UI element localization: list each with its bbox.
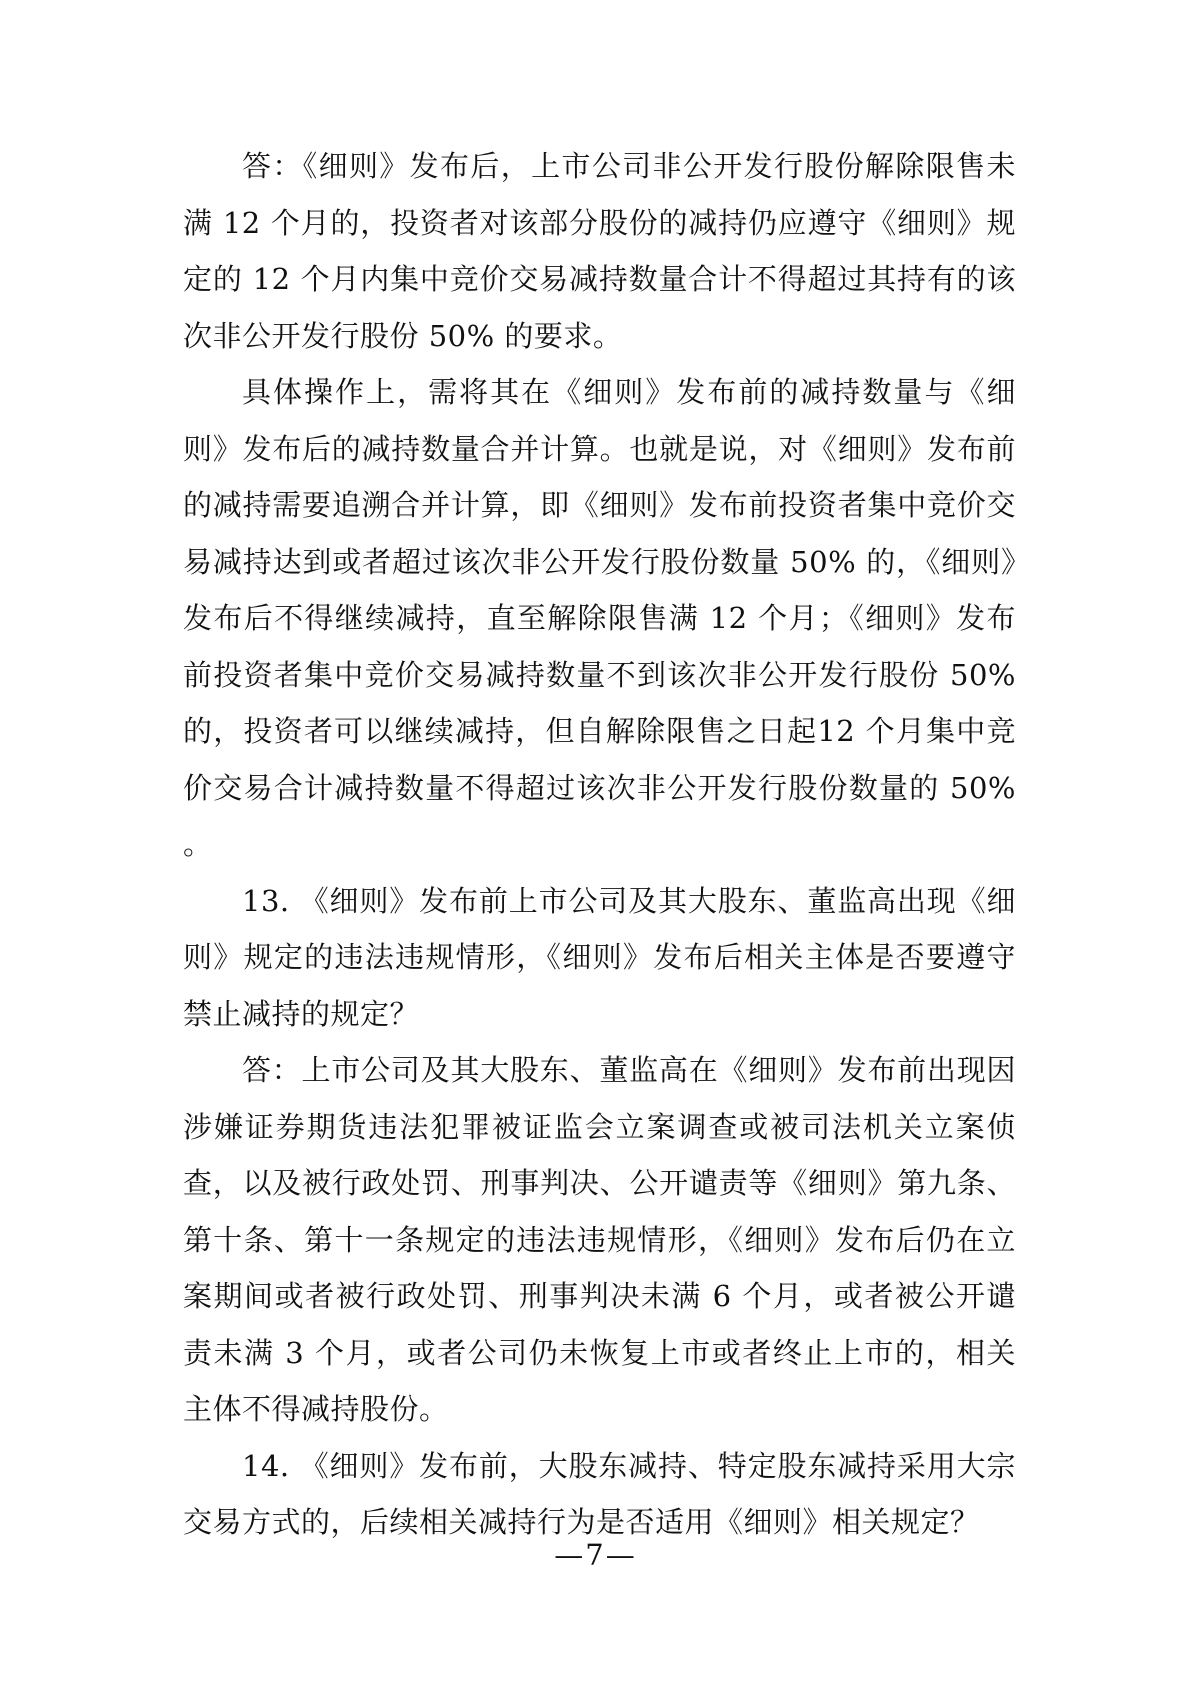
document-body	[183, 138, 1016, 1551]
paragraph-question-14: 14. 《细则》发布前，大股东减持、特定股东减持采用大宗交易方式的，后续相关减持行为是否适用《细则》相关规定？	[183, 1448, 1016, 1539]
paragraph-answer-13: 答：上市公司及其大股东、董监高在《细则》发布前出现因涉嫌证券期货违法犯罪被证监会立案调查或被司法机关立案侦查，以及被行政处罚、刑事判决、公开谴责等《细则》第九条、第十条、第十一条规定的违法违规情形，《细则》发布后仍在立案期间或者被行政处罚、刑事判决未满 6 个月，或者被公开谴责未满 3 个月，或者公司仍未恢复上市或者终止上市的，相关主体不得减持股份。	[183, 1053, 1016, 1426]
paragraph-operation-detail: 具体操作上，需将其在《细则》发布前的减持数量与《细则》发布后的减持数量合并计算。也就是说，对《细则》发布前的减持需要追溯合并计算，即《细则》发布前投资者集中竞价交易减持达到或者超过该次非公开发行股份数量 50% 的，《细则》发布后不得继续减持，直至解除限售满 12 个月；《细则》发布前投资者集中竞价交易减持数量不到该次非公开发行股份 50% 的，投资者可以继续减持，但自解除限售之日起12 个月集中竞价交易合计减持数量不得超过该次非公开发行股份数量的 50% 。	[183, 375, 1016, 861]
page-number: —7—	[554, 1538, 637, 1572]
paragraph-question-13: 13. 《细则》发布前上市公司及其大股东、董监高出现《细则》规定的违法违规情形，《细则》发布后相关主体是否要遵守禁止减持的规定？	[183, 883, 1016, 1031]
paragraph-answer-12: 答：《细则》发布后，上市公司非公开发行股份解除限售未满 12 个月的，投资者对该部分股份的减持仍应遵守《细则》规定的 12 个月内集中竞价交易减持数量合计不得超过其持有的该次非公开发行股份 50% 的要求。	[183, 149, 1016, 353]
